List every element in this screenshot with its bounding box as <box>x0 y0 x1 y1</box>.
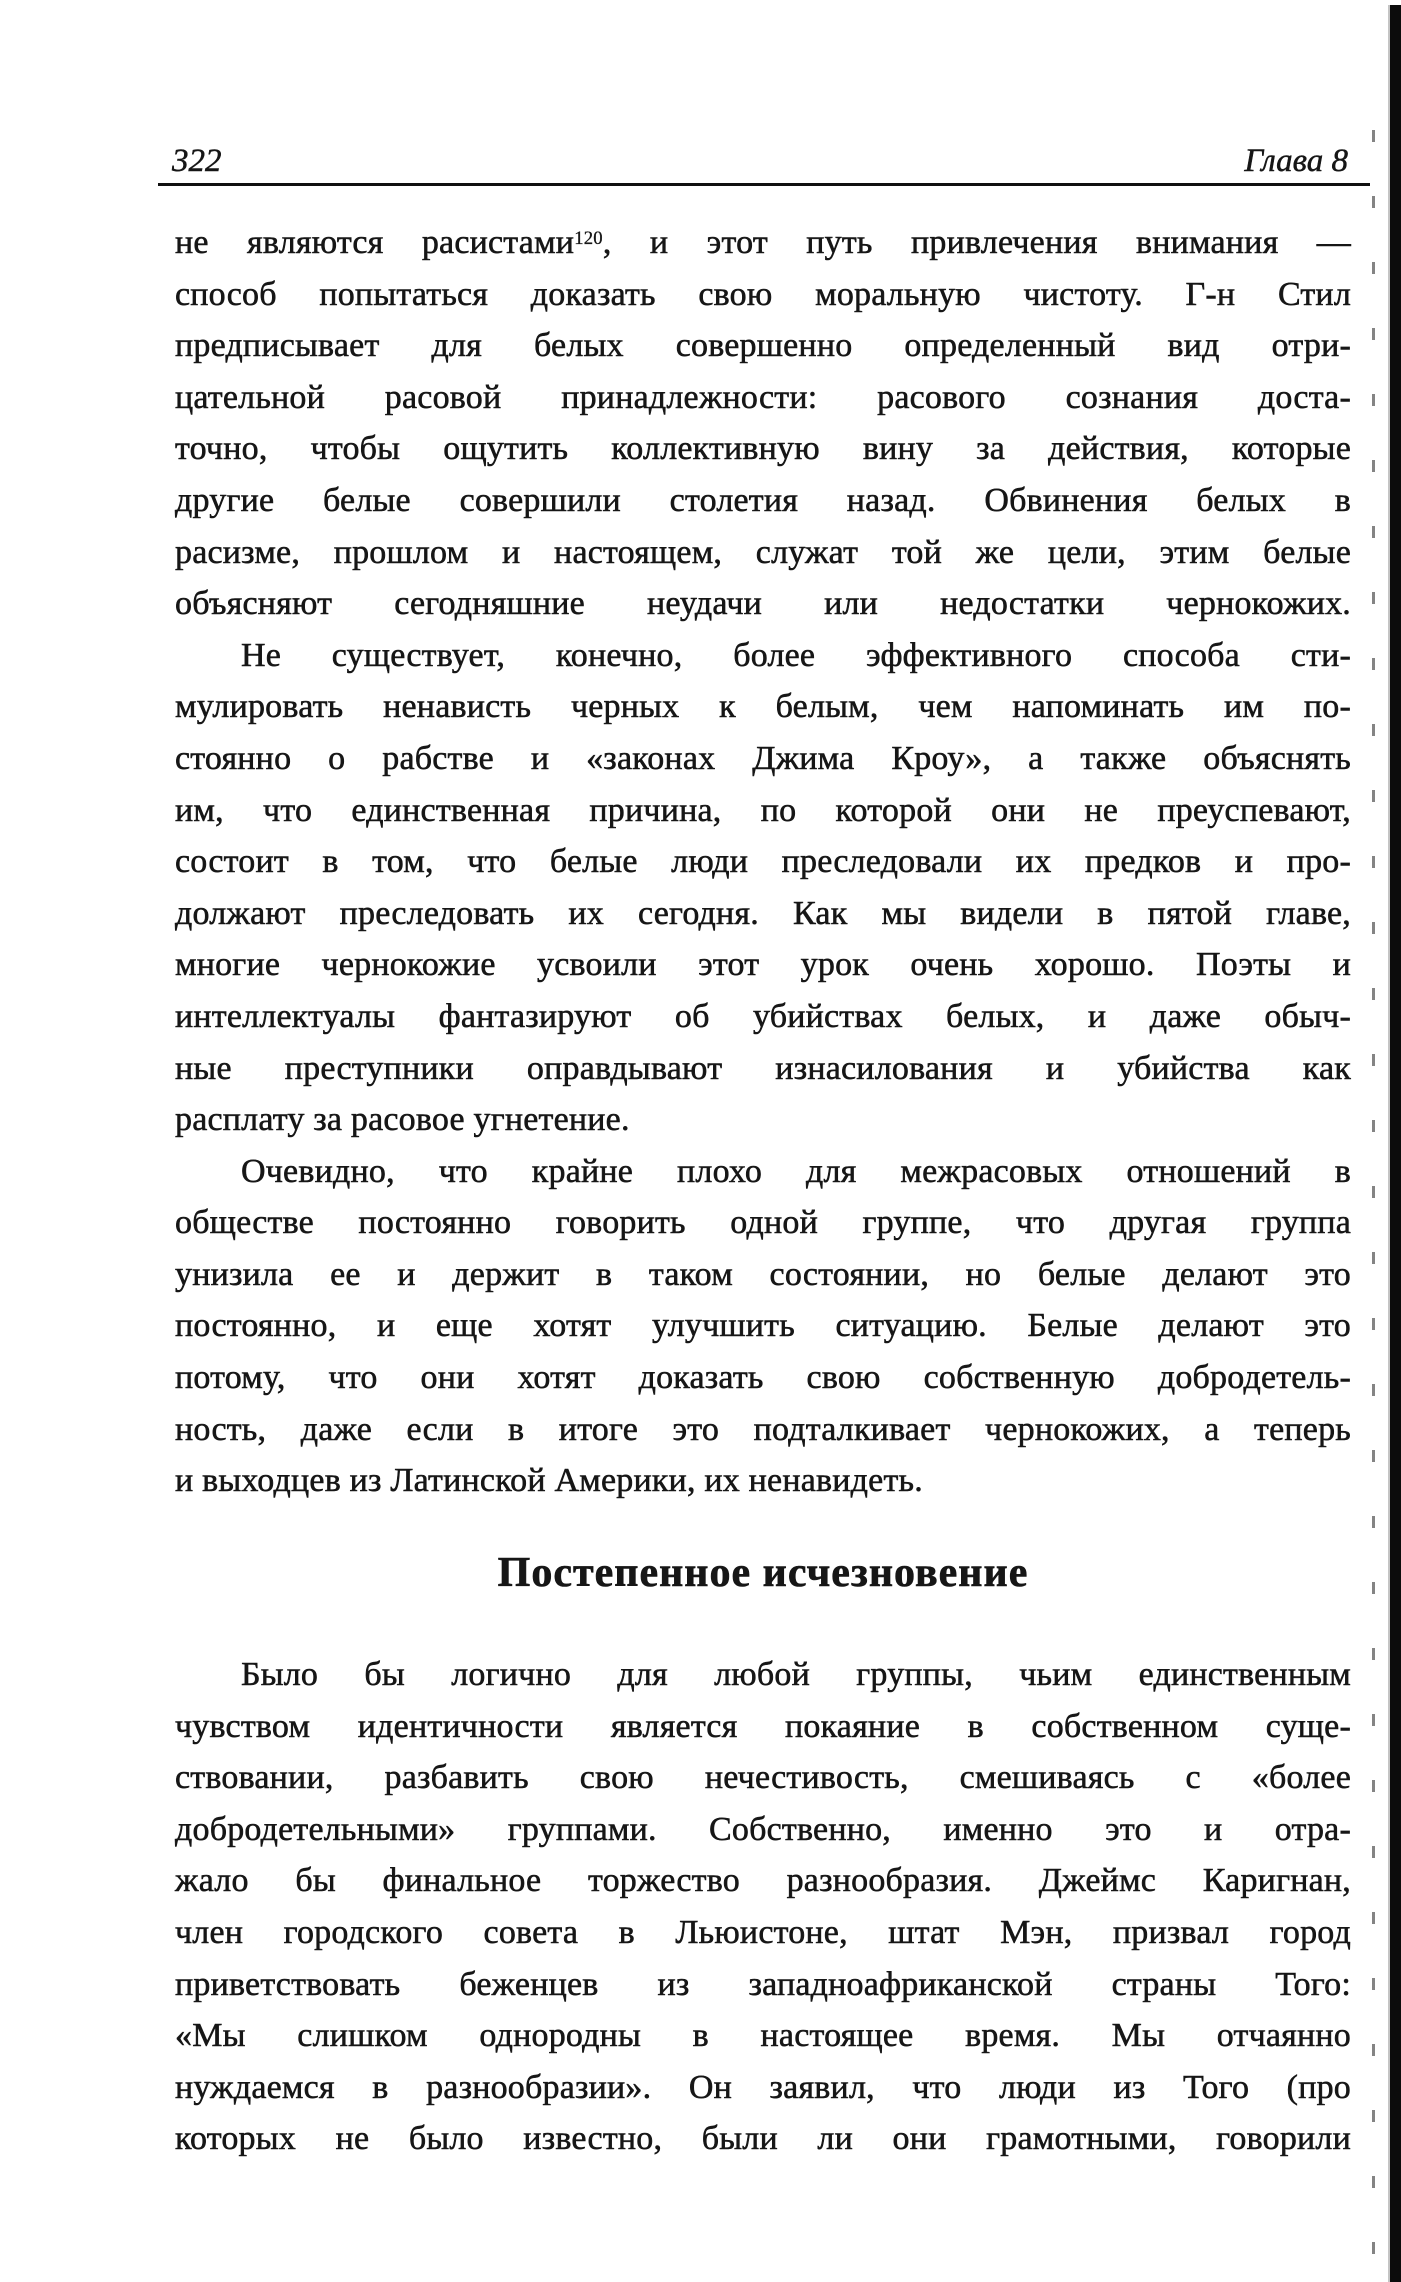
text-line: жало бы финальное торжество разнообразия. Джеймс Каригнан, <box>175 1862 1351 1900</box>
page-number: 322 <box>172 143 222 179</box>
paragraph-4 <box>175 1649 1351 2165</box>
text-line: ствовании, разбавить свою нечестивость, смешиваясь с «более <box>175 1759 1351 1797</box>
text-line: интеллектуалы фантазируют об убийствах белых, и даже обыч- <box>175 997 1351 1035</box>
header-rule <box>158 183 1370 186</box>
text-line: другие белые совершили столетия назад. Обвинения белых в <box>175 481 1351 519</box>
text-line: Не существует, конечно, более эффективного способа сти- <box>241 636 1351 674</box>
text-line: нуждаемся в разнообразии». Он заявил, что люди из Того (про <box>175 2068 1351 2106</box>
text-line: Было бы логично для любой группы, чьим единственным <box>241 1656 1351 1693</box>
text-line: ность, даже если в итоге это подталкивает чернокожих, а теперь <box>175 1410 1351 1448</box>
paragraph-3 <box>175 1146 1351 1507</box>
scan-dashed-line <box>1372 130 1375 2270</box>
text-line: стоянно о рабстве и «законах Джима Кроу», а также объяснять <box>175 739 1351 777</box>
text-line: расплату за расовое угнетение. <box>175 1101 630 1139</box>
text-line: им, что единственная причина, по которой они не преуспевают, <box>175 791 1351 829</box>
chapter-label: Глава 8 <box>1244 143 1348 179</box>
text-line: состоит в том, что белые люди преследовали их предков и про- <box>175 843 1351 881</box>
text-line: унизила ее и держит в таком состоянии, но белые делают это <box>175 1255 1351 1293</box>
text-line: объясняют сегодняшние неудачи или недостатки чернокожих. <box>175 585 1351 623</box>
scan-edge-strip <box>1390 5 1401 2282</box>
text-line: способ попытаться доказать свою моральную чистоту. Г-н Стил <box>175 275 1351 313</box>
text-line: приветствовать беженцев из западноафриканской страны Того: <box>175 1965 1351 2003</box>
text-line: постоянно, и еще хотят улучшить ситуацию. Белые делают это <box>175 1307 1351 1345</box>
page-header <box>172 140 1348 182</box>
text-line: ные преступники оправдывают изнасилования и убийства как <box>175 1049 1351 1087</box>
paragraph-1 <box>175 217 1351 630</box>
text-line: Очевидно, что крайне плохо для межрасовых отношений в <box>241 1152 1351 1190</box>
text-line: член городского совета в Льюистоне, штат Мэн, призвал город <box>175 1913 1351 1951</box>
text-line: добродетельными» группами. Собственно, именно это и отра- <box>175 1810 1351 1848</box>
text-line: мулировать ненависть черных к белым, чем напоминать им по- <box>175 688 1351 726</box>
text-line: многие чернокожие усвоили этот урок очень хорошо. Поэты и <box>175 946 1351 984</box>
text-line: потому, что они хотят доказать свою собственную добродетель- <box>175 1359 1351 1397</box>
text-line: чувством идентичности является покаяние в собственном суще- <box>175 1707 1351 1745</box>
paragraph-2 <box>175 630 1351 1146</box>
section-heading: Постепенное исчезновение <box>497 1550 1029 1596</box>
text-line: обществе постоянно говорить одной группе, что другая группа <box>175 1204 1351 1242</box>
body-text-block-2 <box>175 1649 1351 2165</box>
text-line: предписывает для белых совершенно определенный вид отри- <box>175 327 1351 365</box>
text-line: которых не было известно, были ли они грамотными, говорили <box>175 2120 1351 2158</box>
text-line: «Мы слишком однородны в настоящее время. Мы отчаянно <box>175 2017 1351 2055</box>
body-text-block-1 <box>175 217 1351 1507</box>
text-line: точно, чтобы ощутить коллективную вину за действия, которые <box>175 430 1351 468</box>
text-line: должают преследовать их сегодня. Как мы видели в пятой главе, <box>175 894 1351 932</box>
text-line: и выходцев из Латинской Америки, их ненавидеть. <box>175 1462 923 1500</box>
text-line: цательной расовой принадлежности: расового сознания доста- <box>175 378 1351 416</box>
text-line: не являются расистами$^{120}$, и этот путь привлечения внимания — <box>175 224 1351 261</box>
text-line: расизме, прошлом и настоящем, служат той же цели, этим белые <box>175 533 1351 571</box>
footnote-marker: 120 <box>574 227 603 249</box>
